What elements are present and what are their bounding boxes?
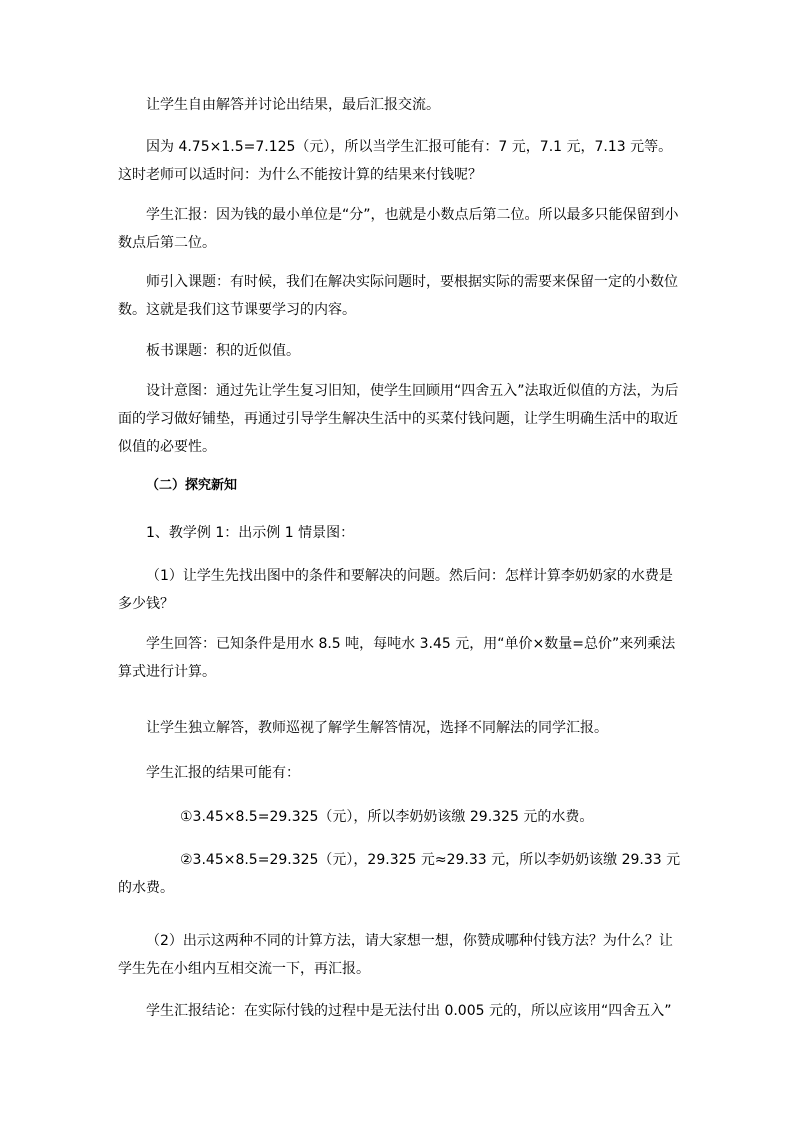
paragraph-result-1: ①3.45×8.5=29.325（元），所以李奶奶该缴 29.325 元的水费。 — [180, 809, 594, 825]
paragraph-step-1: （1）让学生先找出图中的条件和要解决的问题。然后问：怎样计算李奶奶家的水费是多少钱？ — [118, 568, 673, 612]
paragraph-board-title: 板书课题：积的近似值。 — [146, 343, 300, 359]
paragraph-result-2: ②3.45×8.5=29.325（元），29.325 元≈29.33 元，所以李奶奶该缴 29.33 元的水费。 — [118, 852, 681, 896]
paragraph-conclusion: 学生汇报结论：在实际付钱的过程中是无法付出 0.005 元的，所以应该用“四舍五入” — [146, 1003, 672, 1019]
section-heading: （二）探究新知 — [146, 478, 238, 493]
paragraph-calculation-question: 因为 4.75×1.5=7.125（元），所以当学生汇报可能有：7 元，7.1 元，7.13 元等。这时老师可以适时问：为什么不能按计算的结果来付钱呢？ — [118, 139, 673, 183]
paragraph-example-1: 1、教学例 1：出示例 1 情景图： — [146, 525, 355, 541]
paragraph-intro: 让学生自由解答并讨论出结果，最后汇报交流。 — [146, 97, 440, 113]
paragraph-independent-work: 让学生独立解答，教师巡视了解学生解答情况，选择不同解法的同学汇报。 — [146, 720, 608, 736]
paragraph-student-answer: 学生回答：已知条件是用水 8.5 吨，每吨水 3.45 元，用“单价×数量=总价”来列乘法算式进行计算。 — [118, 636, 676, 680]
paragraph-possible-results: 学生汇报的结果可能有： — [146, 765, 300, 781]
paragraph-teacher-topic: 师引入课题：有时候，我们在解决实际问题时，要根据实际的需要来保留一定的小数位数。这就是我们这节课要学习的内容。 — [118, 274, 678, 318]
paragraph-student-report: 学生汇报：因为钱的最小单位是“分”，也就是小数点后第二位。所以最多只能保留到小数点后第二位。 — [118, 207, 679, 251]
paragraph-step-2: （2）出示这两种不同的计算方法，请大家想一想，你赞成哪种付钱方法？为什么？让学生先在小组内互相交流一下，再汇报。 — [118, 933, 673, 977]
paragraph-design-intent: 设计意图：通过先让学生复习旧知，使学生回顾用“四舍五入”法取近似值的方法，为后面的学习做好铺垫，再通过引导学生解决生活中的买菜付钱问题，让学生明确生活中的取近似值的必要性。 — [118, 383, 679, 455]
